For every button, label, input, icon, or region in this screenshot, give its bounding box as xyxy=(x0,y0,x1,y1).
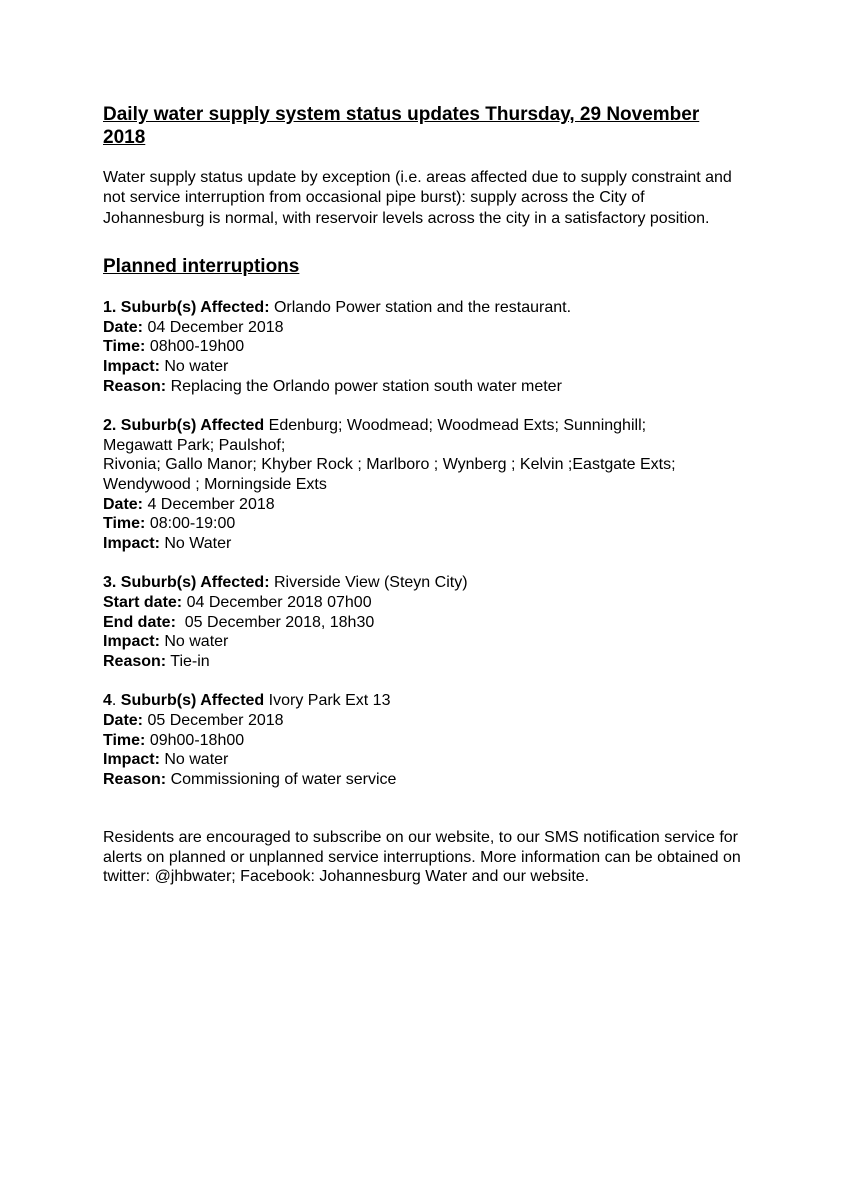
impact-value: No water xyxy=(159,633,229,651)
interruption-item-2 xyxy=(103,416,753,553)
date-value: 04 December 2018 xyxy=(143,318,284,336)
intro-paragraph: Water supply status update by exception (i.e. areas affected due to supply constraint and not service interruption from occasional pipe burst): supply across the City of Johannesburg is normal, with reservoir levels across the city in a satisfactory position. xyxy=(103,169,732,227)
suburb-line xyxy=(103,298,753,318)
date-line xyxy=(103,495,753,515)
time-label: Time: xyxy=(103,731,146,749)
suburb-label: 1. Suburb(s) Affected: xyxy=(103,299,270,317)
impact-line xyxy=(103,632,753,652)
time-label: Time: xyxy=(103,338,146,356)
footer-paragraph: Residents are encouraged to subscribe on our website, to our SMS notification service for alerts on planned or unplanned service interruptions. More information can be obtained on twitter: @jhbwater; Facebook: Johannesburg Water and our website. xyxy=(103,829,741,886)
impact-line xyxy=(103,357,753,377)
time-label: Time: xyxy=(103,515,146,533)
suburb-continuation-line: Wendywood ; Morningside Exts xyxy=(103,475,327,493)
suburb-line xyxy=(103,691,753,711)
impact-value: No Water xyxy=(159,534,232,552)
document-page xyxy=(103,103,753,903)
reason-label: Reason: xyxy=(103,377,167,395)
interruption-item-3 xyxy=(103,573,753,671)
suburb-continuation-line: Rivonia; Gallo Manor; Khyber Rock ; Marlboro ; Wynberg ; Kelvin ;Eastgate Exts; xyxy=(103,456,676,474)
impact-line xyxy=(103,534,753,554)
interruption-item-1 xyxy=(103,298,753,396)
suburb-value: Ivory Park Ext 13 xyxy=(264,692,391,710)
reason-line xyxy=(103,652,753,672)
end-date-label: End date: xyxy=(103,613,176,631)
impact-label: Impact: xyxy=(103,358,160,375)
suburb-label: 3. Suburb(s) Affected: xyxy=(103,574,270,592)
suburb-value: Riverside View (Steyn City) xyxy=(269,574,468,592)
start-date-label: Start date: xyxy=(103,593,183,611)
time-value: 09h00-18h00 xyxy=(145,731,245,749)
reason-label: Reason: xyxy=(103,770,167,788)
suburb-line xyxy=(103,573,753,593)
reason-value: Tie-in xyxy=(166,652,210,670)
time-value: 08h00-19h00 xyxy=(145,338,245,356)
start-date-line xyxy=(103,593,753,613)
impact-label: Impact: xyxy=(103,534,160,552)
date-label: Date: xyxy=(103,318,144,336)
suburb-value: Edenburg; Woodmead; Woodmead Exts; Sunninghill; xyxy=(264,417,647,435)
reason-label: Reason: xyxy=(103,652,167,670)
planned-interruptions-heading: Planned interruptions xyxy=(103,256,300,278)
time-line xyxy=(103,731,753,751)
reason-line xyxy=(103,770,753,790)
start-date-value: 04 December 2018 07h00 xyxy=(182,593,372,611)
impact-label: Impact: xyxy=(103,751,160,769)
end-date-line xyxy=(103,613,753,633)
impact-line xyxy=(103,750,753,770)
impact-label: Impact: xyxy=(103,633,160,651)
date-label: Date: xyxy=(103,495,144,513)
date-value: 05 December 2018 xyxy=(143,711,284,729)
reason-line xyxy=(103,377,753,397)
date-line xyxy=(103,711,753,731)
suburb-line xyxy=(103,416,753,436)
suburb-continuation-line: Megawatt Park; Paulshof; xyxy=(103,436,286,454)
date-value: 4 December 2018 xyxy=(143,495,275,513)
reason-value: Commissioning of water service xyxy=(166,770,397,788)
time-value: 08:00-19:00 xyxy=(145,515,236,533)
time-line xyxy=(103,337,753,357)
impact-value: No water xyxy=(159,358,229,375)
impact-value: No water xyxy=(159,751,229,769)
page-title: Daily water supply system status updates Thursday, 29 November 2018 xyxy=(103,104,700,148)
suburb-value: Orlando Power station and the restaurant. xyxy=(269,299,572,317)
suburb-label: 2. Suburb(s) Affected xyxy=(103,417,265,435)
suburb-label: Suburb(s) Affected xyxy=(120,692,265,710)
interruption-item-4 xyxy=(103,691,753,789)
time-line xyxy=(103,514,753,534)
date-label: Date: xyxy=(103,711,144,729)
date-line xyxy=(103,318,753,338)
item-number-separator: . xyxy=(111,692,121,710)
item-number: 4 xyxy=(103,692,112,710)
reason-value: Replacing the Orlando power station south water meter xyxy=(166,377,562,395)
end-date-value: 05 December 2018, 18h30 xyxy=(175,613,375,631)
